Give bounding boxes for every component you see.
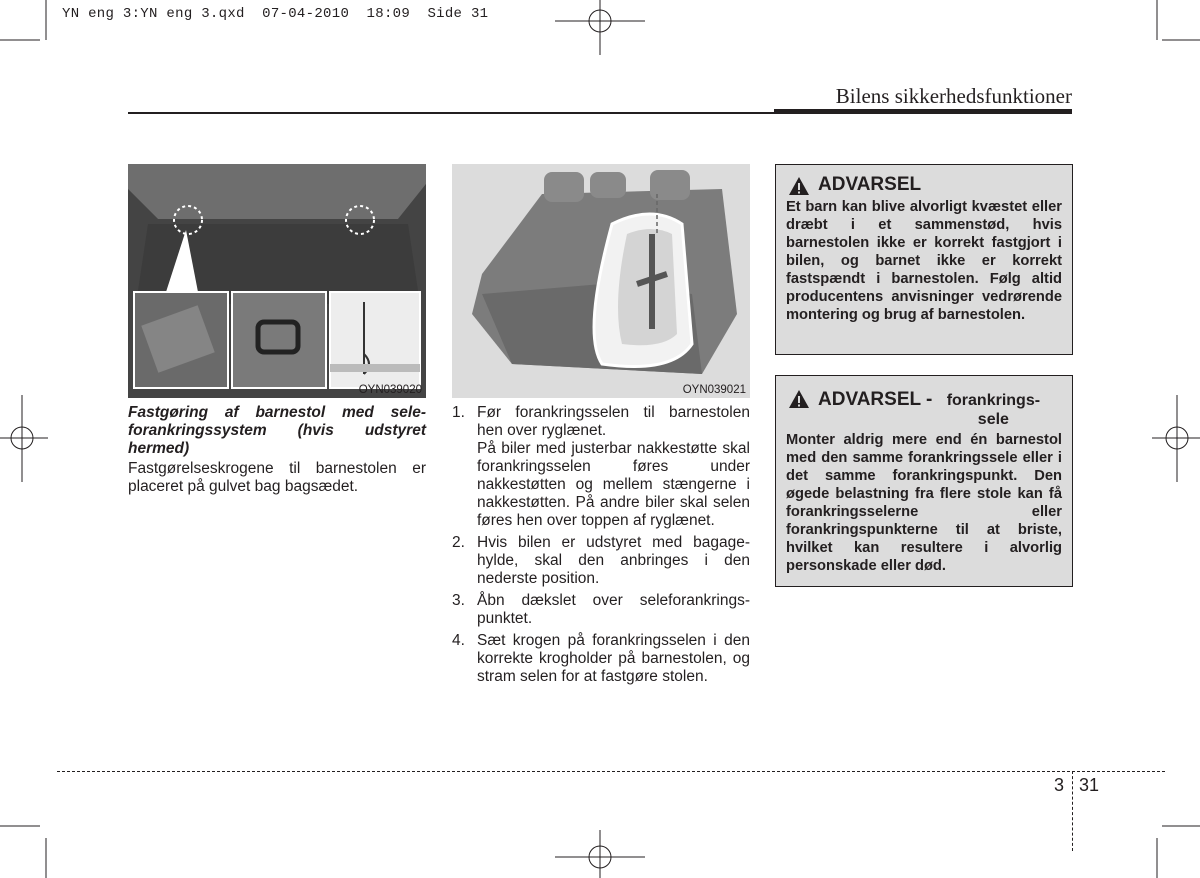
registration-mark-top <box>555 0 645 55</box>
warning-triangle-icon <box>788 176 810 196</box>
warning-text: Monter aldrig mere end én barnestol med den samme forankringssele eller i det samme forankringspunkt. Den øgede belastning fra flere stole kan få forankringsselerne eller forankringspunkterne til at briste, hvilket kan resultere i alvorlig personskade eller død. <box>786 432 1062 574</box>
registration-mark-right <box>1152 395 1200 482</box>
figure-cargo-anchors <box>128 164 426 398</box>
warning-box <box>775 375 1073 587</box>
step-text: På biler med justerbar nakkestøtte skal forankringsselen føres under nakkestøtten og mellem stængerne i nakkestøtten. På andre biler skal selen føres hen over toppen af ryglænet. <box>477 440 750 529</box>
step-number: 3. <box>452 592 465 609</box>
warning-title: ADVARSEL <box>818 174 922 195</box>
steps-list <box>452 404 750 686</box>
section-title: Bilens sikkerhedsfunktioner <box>835 84 1072 108</box>
figure-caption: Fastgøring af barnestol med sele-forankringssystem (hvis udstyret hermed) <box>128 404 426 457</box>
step-number: 4. <box>452 632 465 649</box>
cargo-illustration <box>128 164 426 398</box>
header-rule <box>128 112 774 114</box>
step-text: Før forankringsselen til barnestolen hen over ryglænet. <box>477 404 750 439</box>
figure-code-left: OYN039020 <box>358 384 422 396</box>
registration-mark-bottom <box>555 830 645 878</box>
child-seat-illustration <box>452 164 750 398</box>
warning-box <box>775 164 1073 355</box>
page-number: 31 <box>1079 775 1100 795</box>
step-text: Åbn dækslet over seleforankrings-punktet. <box>477 592 750 627</box>
warning-title: ADVARSEL - <box>818 389 933 410</box>
print-slug: YN eng 3:YN eng 3.qxd 07-04-2010 18:09 Side 31 <box>62 6 489 22</box>
footer-rule <box>57 771 1165 772</box>
chapter-number: 3 <box>1054 775 1065 795</box>
warning-subtitle: forankrings-sele <box>946 392 1041 428</box>
body-paragraph: Fastgørelseskrogene til barnestolen er placeret på gulvet bag bagsædet. <box>128 460 426 495</box>
step-text: Sæt krogen på forankringsselen i den korrekte krogholder på barnestolen, og stram selen for at fastgøre stolen. <box>477 632 750 685</box>
warning-triangle-icon <box>788 389 810 409</box>
header-rule-thick <box>774 109 1072 114</box>
figure-child-seat <box>452 164 750 398</box>
figure-code-middle: OYN039021 <box>682 384 746 396</box>
warning-text: Et barn kan blive alvorligt kvæstet eller dræbt i et sammenstød, hvis barnestolen ikke er korrekt fastgjort i bilen, og barnet ikke er korrekt fastspændt i barnestolen. Følg altid producentens anvisninger vedrørende montering og brug af barnestolen. <box>786 199 1062 323</box>
step-item <box>452 592 750 628</box>
step-item <box>452 534 750 588</box>
step-item <box>452 404 750 530</box>
registration-mark-left <box>0 395 48 482</box>
step-item <box>452 632 750 686</box>
step-text: Hvis bilen er udstyret med bagage-hylde, skal den anbringes i den nederste position. <box>477 534 750 587</box>
step-number: 1. <box>452 404 465 421</box>
step-number: 2. <box>452 534 465 551</box>
footer-divider <box>1072 771 1073 851</box>
